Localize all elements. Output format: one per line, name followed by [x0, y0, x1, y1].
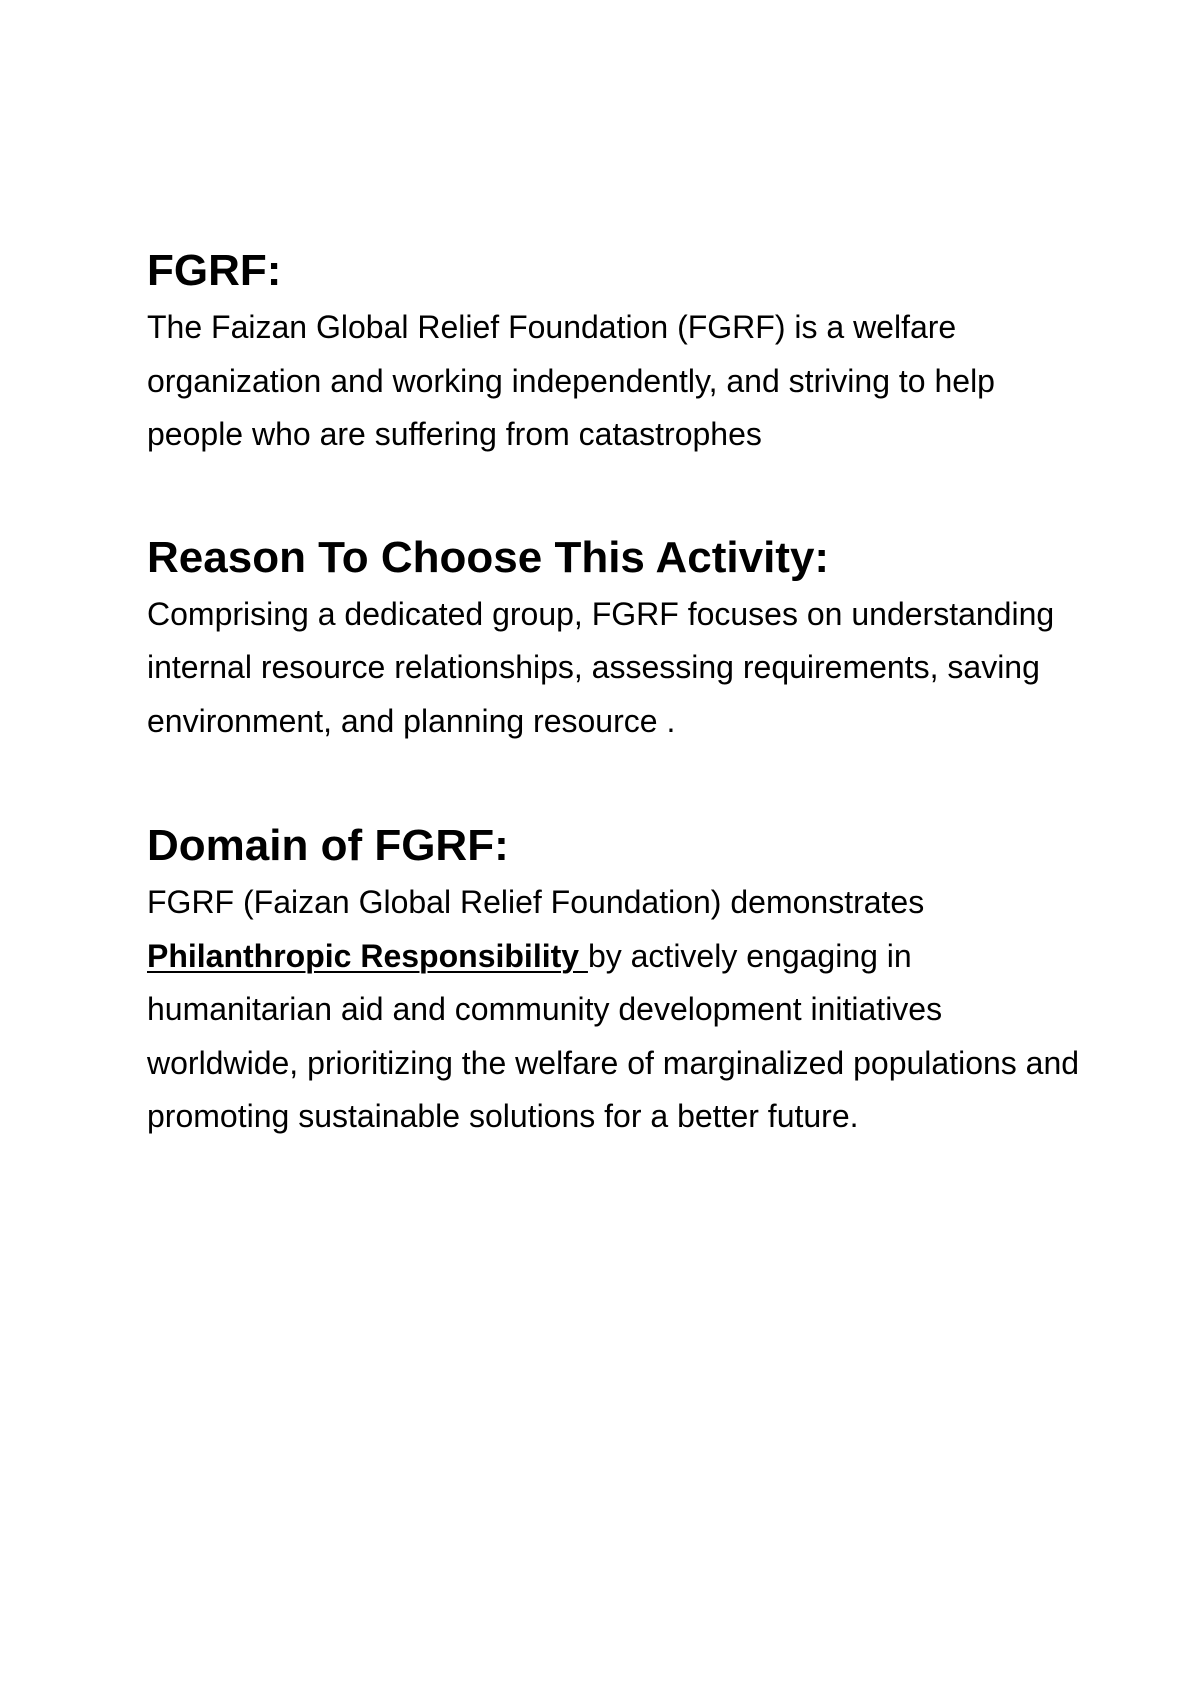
- paragraph-text-end: by actively engaging in humanitarian aid and community development initiatives worldwide, prioritizing the welfare of marginalized populations and promoting sustainable solutions for a better future.: [147, 937, 1080, 1134]
- section-spacer: [147, 748, 1087, 818]
- section-paragraph: [147, 876, 1087, 1144]
- section-spacer: [147, 462, 1087, 530]
- section-fgrf: [147, 243, 1087, 462]
- section-heading: FGRF:: [147, 246, 282, 295]
- paragraph-text-start: FGRF (Faizan Global Relief Foundation) demonstrates: [147, 884, 925, 920]
- section-reason: [147, 530, 1087, 749]
- section-paragraph: The Faizan Global Relief Foundation (FGRF) is a welfare organization and working independently, and striving to help people who are suffering from catastrophes: [147, 309, 995, 452]
- document-content: [147, 243, 1087, 1144]
- section-heading: Domain of FGRF:: [147, 821, 509, 870]
- philanthropic-responsibility-emphasis: Philanthropic Responsibility: [147, 937, 588, 974]
- section-domain: [147, 818, 1087, 1144]
- section-paragraph: Comprising a dedicated group, FGRF focuses on understanding internal resource relationships, assessing requirements, saving environment, and planning resource .: [147, 595, 1055, 739]
- section-heading: Reason To Choose This Activity:: [147, 532, 830, 582]
